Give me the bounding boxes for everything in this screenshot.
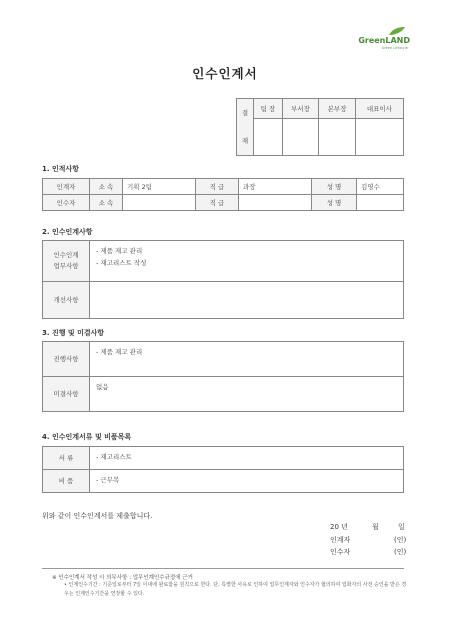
leaf-icon — [388, 26, 406, 36]
receiver-seal: (인) — [394, 548, 407, 556]
value-cell[interactable]: 김영수 — [357, 179, 404, 195]
section-title: 2. 인수인계사항 — [42, 228, 93, 236]
logo-subtext: Green Lifestyle — [381, 46, 408, 50]
row-label: 인수인계 업무사항 — [43, 241, 90, 282]
approval-sign-cell[interactable] — [282, 119, 319, 156]
list-item: - 제품 재고 관리 — [96, 247, 143, 255]
table-row — [43, 377, 404, 412]
row-label: 개선사항 — [43, 282, 90, 319]
value-cell[interactable] — [357, 195, 404, 211]
approval-col-team-lead: 팀 장 — [254, 99, 283, 119]
row-label: 서 류 — [43, 447, 90, 470]
value-cell[interactable] — [123, 195, 196, 211]
row-label: 진행사항 — [43, 342, 90, 377]
documents-supplies-table — [42, 446, 404, 493]
list-item: - 재고리스트 작성 — [96, 259, 147, 267]
approval-table — [236, 98, 404, 156]
table-row — [43, 282, 404, 319]
row-label: 비 품 — [43, 470, 90, 493]
table-row — [43, 195, 404, 211]
role-cell: 인수자 — [43, 195, 90, 211]
note-body: • 인계인수기간 : 기준일로부터 7일 이내에 완료함을 원칙으로 한다. 단, 특별한 사유로 인하여 업무인계자와 인수자가 협의하여 업화자의 사전 승인을 받은 경우는 인계인수기간을 연장할 수 있다. — [64, 582, 407, 597]
note-title: ※ 인수인계서 작성 시 의무사항 : 업무인계인수규정에 근거 — [52, 575, 193, 581]
table-row — [43, 342, 404, 377]
giver-seal: (인) — [394, 536, 407, 544]
section-title: 3. 진행 및 미결사항 — [42, 329, 105, 337]
date-month: 월 — [372, 523, 379, 531]
document-title: 인수인계서 — [192, 66, 258, 81]
date-day: 일 — [398, 523, 405, 531]
list-item: - 재고리스트 — [96, 453, 132, 461]
date-year: 20 년 — [330, 523, 348, 531]
table-row — [43, 241, 404, 282]
content-cell[interactable] — [90, 282, 404, 319]
content-cell[interactable] — [90, 470, 404, 493]
divider — [42, 568, 404, 569]
content-cell[interactable] — [90, 447, 404, 470]
label-cell: 성 명 — [312, 195, 357, 211]
label-cell: 성 명 — [312, 179, 357, 195]
row-label: 미결사항 — [43, 377, 90, 412]
progress-table — [42, 341, 404, 412]
logo-text: GreenLAND — [358, 36, 410, 45]
content-cell[interactable] — [90, 377, 404, 412]
content-cell[interactable] — [90, 241, 404, 282]
label-cell: 소 속 — [90, 195, 123, 211]
approval-col-ceo: 대표이사 — [355, 99, 403, 119]
list-item: - 제품 재고 관리 — [96, 348, 143, 356]
approval-label: 결 재 — [237, 99, 254, 156]
list-item: 없음 — [96, 383, 109, 391]
content-cell[interactable] — [90, 342, 404, 377]
section-title: 4. 인수인계서류 및 비품목록 — [42, 433, 132, 441]
giver-label: 인계자 — [330, 536, 351, 544]
personal-info-table — [42, 178, 404, 211]
role-cell: 인계자 — [43, 179, 90, 195]
section-title: 1. 인적사항 — [42, 165, 80, 173]
label-cell: 직 급 — [196, 179, 239, 195]
approval-sign-cell[interactable] — [355, 119, 403, 156]
value-cell[interactable]: 과장 — [239, 179, 312, 195]
approval-sign-cell[interactable] — [254, 119, 283, 156]
label-cell: 소 속 — [90, 179, 123, 195]
closing-statement: 위와 같이 인수인계서를 제출합니다. — [42, 512, 153, 520]
approval-sign-cell[interactable] — [319, 119, 356, 156]
receiver-label: 인수자 — [330, 548, 351, 556]
value-cell[interactable] — [239, 195, 312, 211]
table-row — [43, 470, 404, 493]
table-row — [43, 179, 404, 195]
company-logo — [340, 28, 410, 50]
label-cell: 직 급 — [196, 195, 239, 211]
value-cell[interactable]: 기획 2팀 — [123, 179, 196, 195]
approval-col-division-head: 본부장 — [319, 99, 356, 119]
approval-col-dept-head: 부서장 — [282, 99, 319, 119]
list-item: - 근무복 — [96, 476, 120, 484]
table-row — [43, 447, 404, 470]
handover-items-table — [42, 240, 404, 319]
